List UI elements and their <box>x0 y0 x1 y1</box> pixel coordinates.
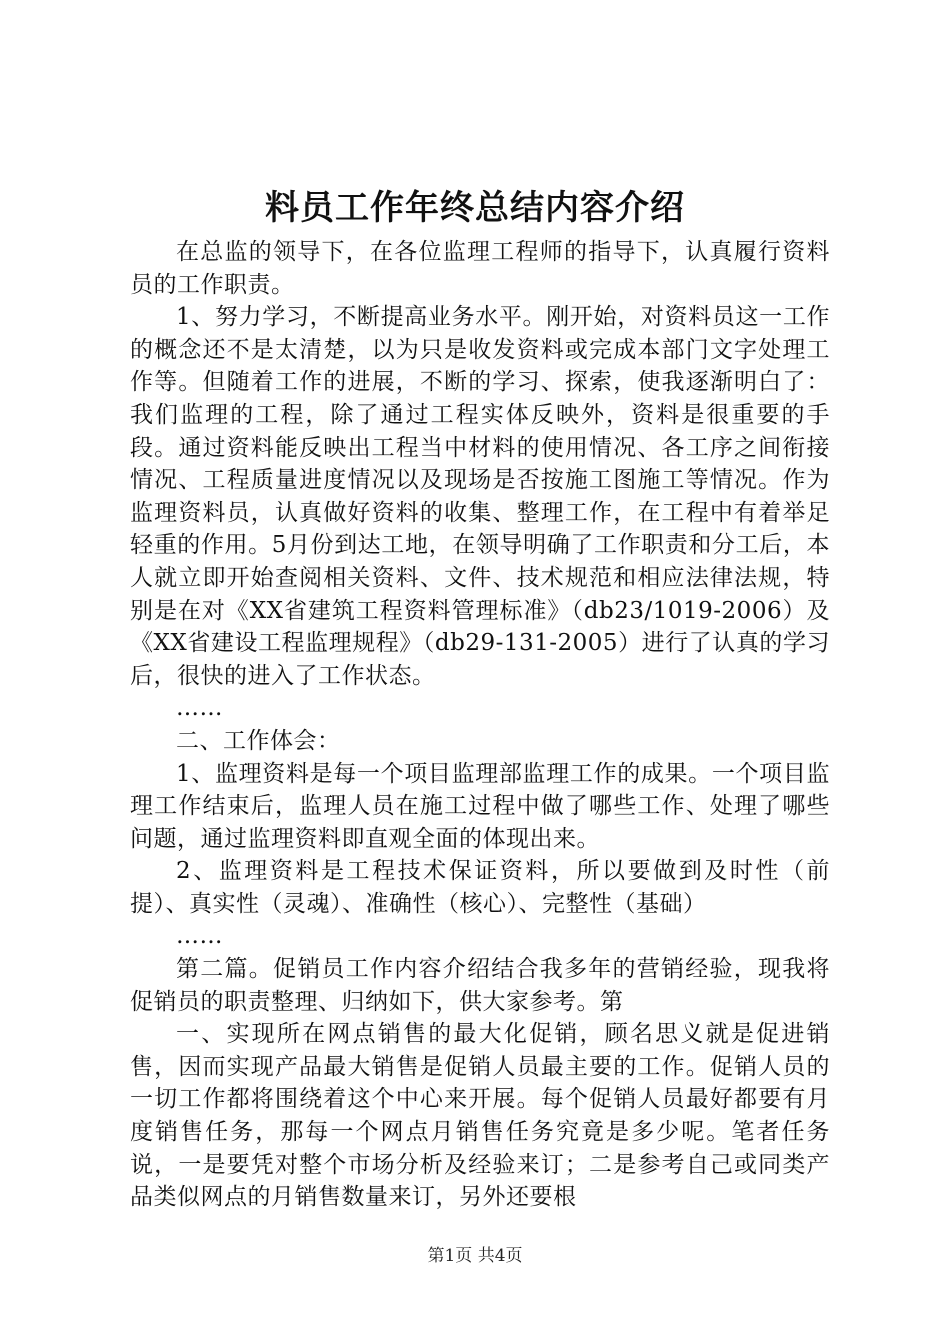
paragraph: 一、实现所在网点销售的最大化促销，顾名思义就是促进销售，因而实现产品最大销售是促销人员最主要的工作。促销人员的一切工作都将围绕着这个中心来开展。每个促销人员最好都要有月度销售任务，那每一个网点月销售任务究竟是多少呢。笔者任务说，一是要凭对整个市场分析及经验来订；二是参考自己或同类产品类似网点的月销售数量来订，另外还要根 <box>130 1021 830 1211</box>
page-number-footer: 第1页 共4页 <box>427 1246 523 1266</box>
paragraph: …… <box>176 695 223 722</box>
document-title: 料员工作年终总结内容介绍 <box>265 188 685 228</box>
paragraph: …… <box>176 923 223 950</box>
document-body <box>130 236 830 1214</box>
paragraph: 在总监的领导下，在各位监理工程师的指导下，认真履行资料员的工作职责。 <box>130 239 830 298</box>
paragraph: 二、工作体会： <box>176 727 341 754</box>
paragraph: 2、监理资料是工程技术保证资料，所以要做到及时性（前提）、真实性（灵魂）、准确性（核心）、完整性（基础） <box>130 858 830 917</box>
paragraph: 1、监理资料是每一个项目监理部监理工作的成果。一个项目监理工作结束后，监理人员在施工过程中做了哪些工作、处理了哪些问题，通过监理资料即直观全面的体现出来。 <box>130 760 830 852</box>
paragraph: 1、努力学习，不断提高业务水平。刚开始，对资料员这一工作的概念还不是太清楚，以为只是收发资料或完成本部门文字处理工作等。但随着工作的进展，不断的学习、探索，使我逐渐明白了：我们监理的工程，除了通过工程实体反映外，资料是很重要的手段。通过资料能反映出工程当中材料的使用情况、各工序之间衔接情况、工程质量进度情况以及现场是否按施工图施工等情况。作为监理资料员，认真做好资料的收集、整理工作，在工程中有着举足轻重的作用。5月份到达工地，在领导明确了工作职责和分工后，本人就立即开始查阅相关资料、文件、技术规范和相应法律法规，特别是在对《XX省建筑工程资料管理标准》（db23/1019-2006）及《XX省建设工程监理规程》（db29-131-2005）进行了认真的学习后，很快的进入了工作状态。 <box>130 304 830 689</box>
paragraph: 第二篇。促销员工作内容介绍结合我多年的营销经验，现我将促销员的职责整理、归纳如下，供大家参考。第 <box>130 956 830 1015</box>
